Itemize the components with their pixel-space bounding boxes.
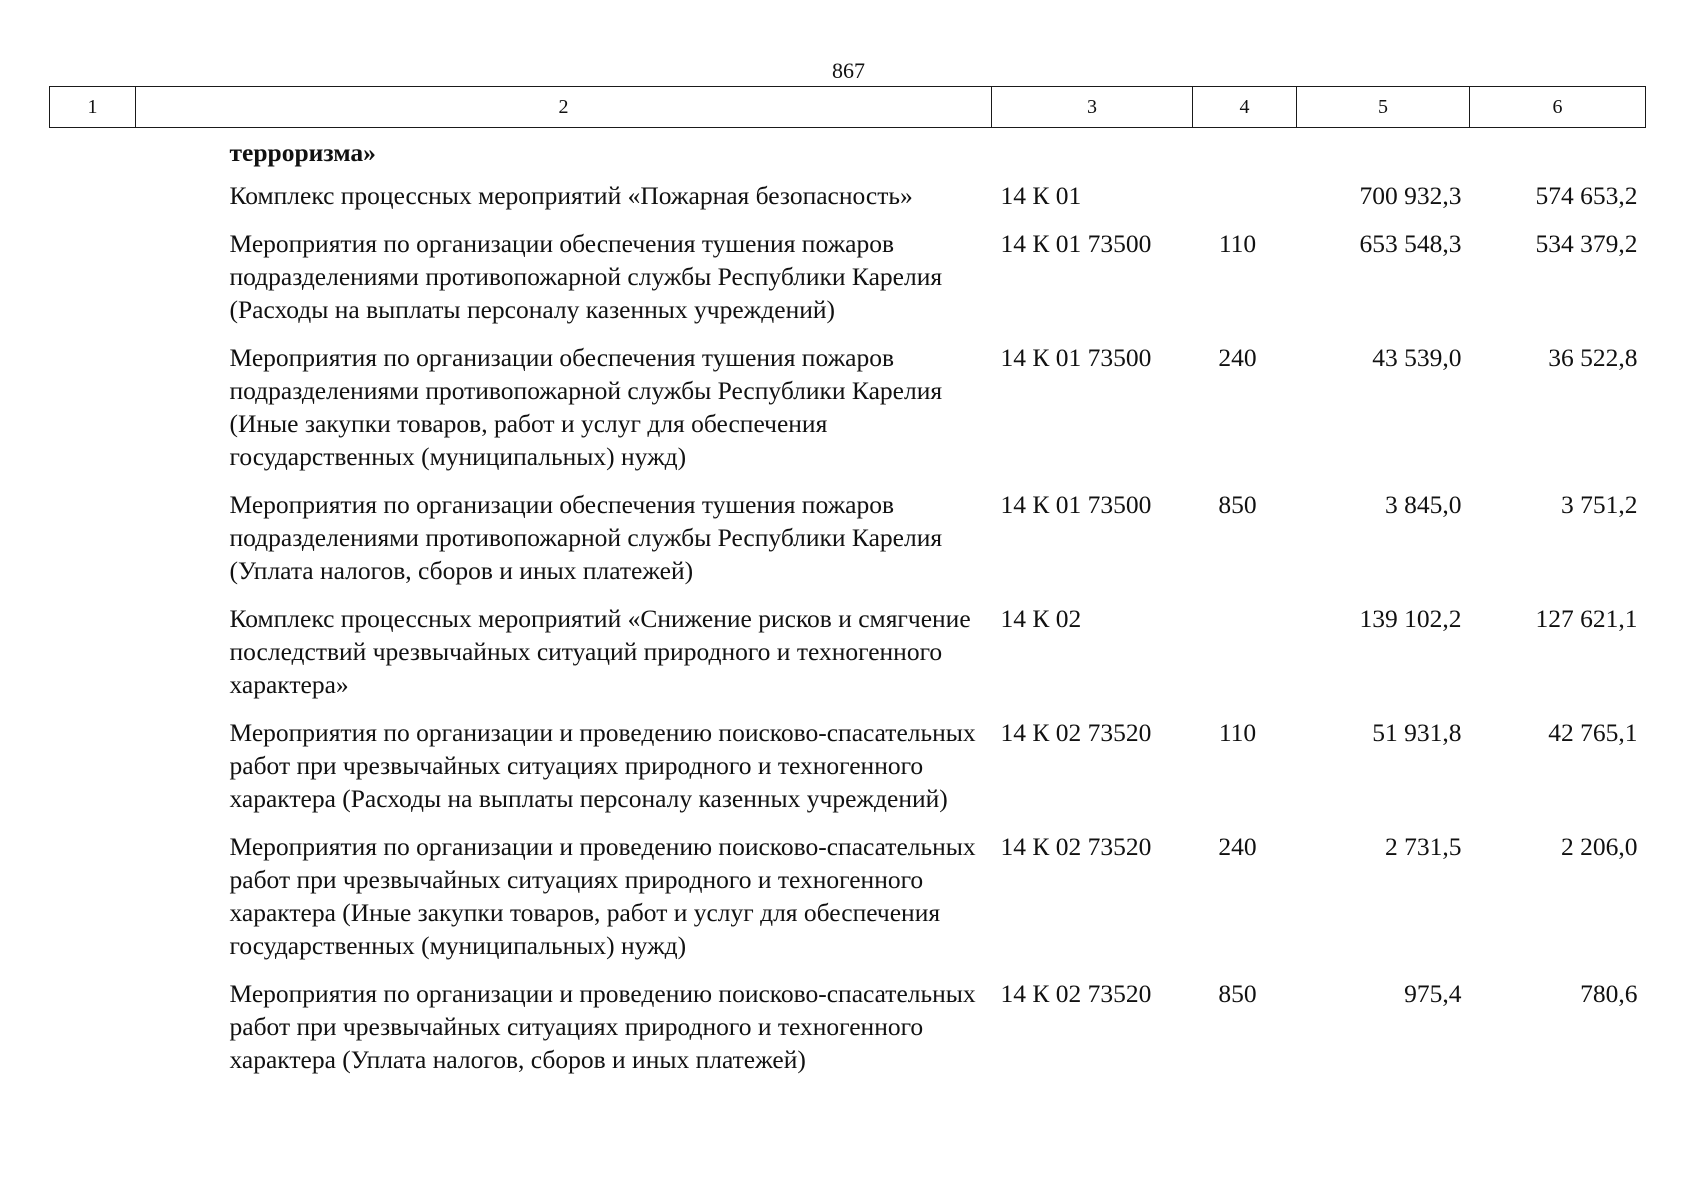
table-row xyxy=(50,341,1646,488)
column-header-2: 2 xyxy=(136,87,992,128)
target-article-code xyxy=(992,128,1193,180)
expense-type-code: 240 xyxy=(1218,343,1257,372)
table-row xyxy=(50,716,1646,830)
amount-year-1 xyxy=(1297,128,1470,180)
column-number-header-row xyxy=(50,87,1646,128)
page-number: 867 xyxy=(832,58,865,83)
column-header-4: 4 xyxy=(1193,87,1297,128)
row-number-cell xyxy=(50,602,136,716)
amount-year-2: 42 765,1 xyxy=(1548,718,1638,747)
amount-year-2: 2 206,0 xyxy=(1561,832,1638,861)
row-number-cell xyxy=(50,227,136,341)
column-header-3: 3 xyxy=(992,87,1193,128)
expense-description: Комплекс процессных мероприятий «Снижение рисков и смягчение последствий чрезвычайных ситуаций природного и техногенного характера» xyxy=(229,604,971,699)
amount-year-2: 127 621,1 xyxy=(1535,604,1638,633)
expense-description: Мероприятия по организации и проведению поисково-спасательных работ при чрезвычайных ситуациях природного и техногенного характера (Расходы на выплаты персоналу казенных учреждений) xyxy=(229,718,976,813)
table-row xyxy=(50,830,1646,977)
column-header-1: 1 xyxy=(50,87,136,128)
amount-year-1: 43 539,0 xyxy=(1372,343,1462,372)
expense-description: Комплекс процессных мероприятий «Пожарная безопасность» xyxy=(229,181,913,210)
expense-type-code: 850 xyxy=(1218,979,1257,1008)
expense-type-code xyxy=(1193,602,1297,716)
budget-table xyxy=(49,86,1646,1091)
target-article-code: 14 К 01 xyxy=(1000,181,1082,210)
table-row xyxy=(50,602,1646,716)
target-article-code: 14 К 02 73520 xyxy=(1000,718,1152,747)
table-row xyxy=(50,179,1646,227)
column-header-6: 6 xyxy=(1470,87,1646,128)
target-article-code: 14 К 01 73500 xyxy=(1000,343,1152,372)
row-number-cell xyxy=(50,128,136,180)
amount-year-1: 51 931,8 xyxy=(1372,718,1462,747)
target-article-code: 14 К 02 xyxy=(1000,604,1082,633)
row-number-cell xyxy=(50,977,136,1091)
amount-year-1: 139 102,2 xyxy=(1359,604,1462,633)
table-row xyxy=(50,227,1646,341)
row-number-cell xyxy=(50,179,136,227)
expense-type-code: 110 xyxy=(1218,229,1257,258)
expense-description: Мероприятия по организации и проведению поисково-спасательных работ при чрезвычайных ситуациях природного и техногенного характера (Иные закупки товаров, работ и услуг для обеспечения государственных (муниципальных) нужд) xyxy=(229,832,976,960)
expense-description: терроризма» xyxy=(229,138,376,167)
expense-description: Мероприятия по организации обеспечения тушения пожаров подразделениями противопожарной службы Республики Карелия (Уплата налогов, сборов и иных платежей) xyxy=(229,490,943,585)
expense-type-code: 850 xyxy=(1218,490,1257,519)
target-article-code: 14 К 01 73500 xyxy=(1000,229,1152,258)
row-number-cell xyxy=(50,341,136,488)
amount-year-1: 975,4 xyxy=(1404,979,1462,1008)
table-body xyxy=(50,128,1646,1092)
expense-description: Мероприятия по организации обеспечения тушения пожаров подразделениями противопожарной службы Республики Карелия (Иные закупки товаров, работ и услуг для обеспечения государственных (муниципальных) нужд) xyxy=(229,343,943,471)
column-header-5: 5 xyxy=(1297,87,1470,128)
amount-year-1: 653 548,3 xyxy=(1359,229,1462,258)
amount-year-1: 2 731,5 xyxy=(1385,832,1462,861)
row-number-cell xyxy=(50,488,136,602)
row-number-cell xyxy=(50,716,136,830)
table-row xyxy=(50,977,1646,1091)
amount-year-1: 700 932,3 xyxy=(1359,181,1462,210)
expense-description: Мероприятия по организации и проведению поисково-спасательных работ при чрезвычайных ситуациях природного и техногенного характера (Уплата налогов, сборов и иных платежей) xyxy=(229,979,976,1074)
expense-type-code: 110 xyxy=(1218,718,1257,747)
amount-year-2: 3 751,2 xyxy=(1561,490,1638,519)
expense-type-code xyxy=(1193,179,1297,227)
row-number-cell xyxy=(50,830,136,977)
expense-type-code xyxy=(1193,128,1297,180)
amount-year-2: 780,6 xyxy=(1580,979,1638,1008)
amount-year-2: 574 653,2 xyxy=(1535,181,1638,210)
amount-year-2 xyxy=(1470,128,1646,180)
expense-type-code: 240 xyxy=(1218,832,1257,861)
target-article-code: 14 К 01 73500 xyxy=(1000,490,1152,519)
table-row xyxy=(50,128,1646,180)
expense-description: Мероприятия по организации обеспечения тушения пожаров подразделениями противопожарной службы Республики Карелия (Расходы на выплаты персоналу казенных учреждений) xyxy=(229,229,943,324)
table-row xyxy=(50,488,1646,602)
amount-year-1: 3 845,0 xyxy=(1385,490,1462,519)
amount-year-2: 534 379,2 xyxy=(1535,229,1638,258)
amount-year-2: 36 522,8 xyxy=(1548,343,1638,372)
target-article-code: 14 К 02 73520 xyxy=(1000,832,1152,861)
target-article-code: 14 К 02 73520 xyxy=(1000,979,1152,1008)
